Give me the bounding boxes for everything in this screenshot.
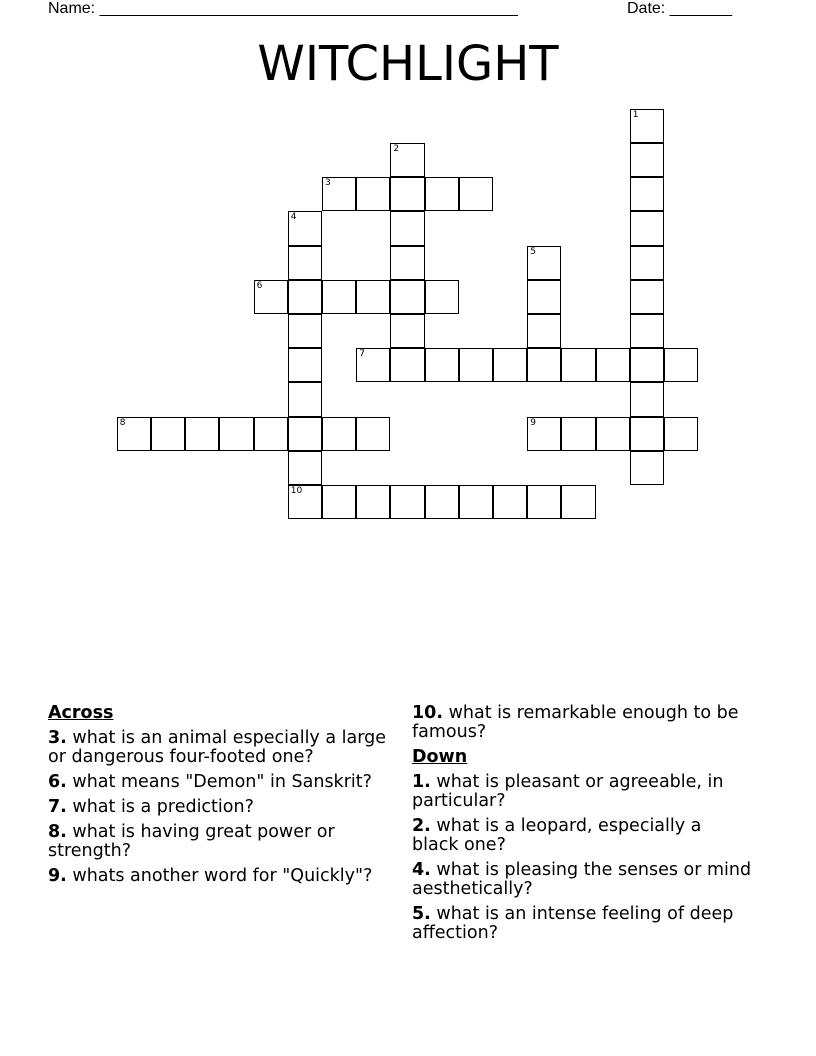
- grid-cell[interactable]: [493, 485, 527, 519]
- grid-cell[interactable]: [630, 109, 664, 143]
- clue-number: 4.: [412, 860, 431, 880]
- grid-cell[interactable]: [254, 417, 288, 451]
- grid-cell[interactable]: [561, 348, 595, 382]
- grid-cell[interactable]: [322, 417, 356, 451]
- cell-number: 10: [290, 486, 303, 496]
- grid-cell[interactable]: [288, 348, 322, 382]
- date-field-label[interactable]: Date: _______: [627, 0, 732, 17]
- grid-cell[interactable]: [561, 485, 595, 519]
- grid-cell[interactable]: [390, 348, 424, 382]
- clue-text: what means "Demon" in Sanskrit?: [66, 772, 372, 792]
- clue-down-5: [412, 905, 752, 943]
- grid-cell[interactable]: [527, 246, 561, 280]
- clue-number: 9.: [48, 866, 67, 886]
- grid-cell[interactable]: [527, 348, 561, 382]
- grid-cell[interactable]: [527, 280, 561, 314]
- clue-text: whats another word for "Quickly"?: [66, 866, 373, 886]
- grid-cell[interactable]: [390, 177, 424, 211]
- clue-number: 8.: [48, 822, 67, 842]
- grid-cell[interactable]: [459, 348, 493, 382]
- grid-cell[interactable]: [425, 177, 459, 211]
- cell-number: 5: [530, 246, 536, 257]
- grid-cell[interactable]: [288, 246, 322, 280]
- grid-cell[interactable]: [288, 211, 322, 245]
- grid-cell[interactable]: [356, 280, 390, 314]
- grid-cell[interactable]: [527, 485, 561, 519]
- grid-cell[interactable]: [664, 348, 698, 382]
- clue-text: what is an animal especially a large or dangerous four-footed one?: [48, 728, 386, 767]
- grid-cell[interactable]: [630, 143, 664, 177]
- clue-text: what is an intense feeling of deep affection?: [412, 904, 734, 943]
- cell-number: 4: [290, 212, 297, 223]
- puzzle-title: WITCHLIGHT: [257, 36, 559, 92]
- cell-number: 1: [632, 109, 639, 120]
- grid-cell[interactable]: [664, 417, 698, 451]
- grid-cell[interactable]: [527, 314, 561, 348]
- clue-across-7: [48, 798, 398, 817]
- grid-cell[interactable]: [288, 451, 322, 485]
- grid-cell[interactable]: [459, 485, 493, 519]
- grid-cell[interactable]: [527, 417, 561, 451]
- grid-cell[interactable]: [561, 417, 595, 451]
- cell-number: 6: [256, 280, 263, 291]
- grid-cell[interactable]: [288, 280, 322, 314]
- clue-across-10: [412, 704, 752, 742]
- cell-number: 8: [119, 417, 126, 428]
- clue-number: 3.: [48, 728, 67, 748]
- clue-text: what is remarkable enough to be famous?: [412, 703, 739, 742]
- grid-cell[interactable]: [390, 485, 424, 519]
- grid-cell[interactable]: [151, 417, 185, 451]
- clues-column-right: [412, 704, 752, 949]
- clues-column-left: [48, 704, 398, 892]
- grid-cell[interactable]: [425, 348, 459, 382]
- clue-across-9: [48, 867, 398, 886]
- grid-cell[interactable]: [288, 382, 322, 416]
- grid-cell[interactable]: [288, 314, 322, 348]
- grid-cell[interactable]: [630, 348, 664, 382]
- clue-down-2: [412, 817, 752, 855]
- grid-cell[interactable]: [117, 417, 151, 451]
- grid-cell[interactable]: [630, 211, 664, 245]
- clue-text: what is pleasant or agreeable, in particular?: [412, 772, 724, 811]
- clue-number: 10.: [412, 703, 444, 723]
- grid-cell[interactable]: [425, 485, 459, 519]
- grid-cell[interactable]: [630, 382, 664, 416]
- grid-cell[interactable]: [390, 314, 424, 348]
- grid-cell[interactable]: [425, 280, 459, 314]
- grid-cell[interactable]: [630, 280, 664, 314]
- clue-number: 6.: [48, 772, 67, 792]
- clue-across-8: [48, 823, 398, 861]
- grid-cell[interactable]: [322, 280, 356, 314]
- grid-cell[interactable]: [356, 177, 390, 211]
- cell-number: 3: [325, 178, 331, 189]
- grid-cell[interactable]: [390, 246, 424, 280]
- clue-number: 7.: [48, 797, 67, 817]
- cell-number: 2: [393, 144, 400, 154]
- clue-text: what is having great power or strength?: [48, 822, 335, 861]
- grid-cell[interactable]: [390, 143, 424, 177]
- grid-cell[interactable]: [630, 451, 664, 485]
- across-heading: Across: [48, 703, 114, 723]
- clue-number: 1.: [412, 772, 431, 792]
- grid-cell[interactable]: [356, 348, 390, 382]
- clue-across-6: [48, 773, 398, 792]
- clue-number: 2.: [412, 816, 431, 836]
- cell-number: 7: [359, 349, 365, 360]
- clue-number: 5.: [412, 904, 431, 924]
- grid-cell[interactable]: [288, 485, 322, 519]
- clue-text: what is pleasing the senses or mind aesthetically?: [412, 860, 752, 899]
- grid-cell[interactable]: [219, 417, 253, 451]
- grid-cell[interactable]: [630, 314, 664, 348]
- clue-text: what is a leopard, especially a black one?: [412, 816, 702, 855]
- clue-down-1: [412, 773, 752, 811]
- grid-cell[interactable]: [459, 177, 493, 211]
- grid-cell[interactable]: [596, 417, 630, 451]
- clue-text: what is a prediction?: [66, 797, 254, 817]
- grid-cell[interactable]: [185, 417, 219, 451]
- cell-number: 9: [530, 417, 536, 428]
- grid-cell[interactable]: [596, 348, 630, 382]
- grid-cell[interactable]: [322, 485, 356, 519]
- grid-cell[interactable]: [322, 177, 356, 211]
- grid-cell[interactable]: [288, 417, 322, 451]
- clue-across-3: [48, 729, 398, 767]
- grid-cell[interactable]: [493, 348, 527, 382]
- grid-cell[interactable]: [254, 280, 288, 314]
- grid-cell[interactable]: [630, 246, 664, 280]
- grid-cell[interactable]: [630, 417, 664, 451]
- grid-cell[interactable]: [630, 177, 664, 211]
- grid-cell[interactable]: [356, 417, 390, 451]
- grid-cell[interactable]: [390, 280, 424, 314]
- grid-cell[interactable]: [356, 485, 390, 519]
- clue-down-4: [412, 861, 752, 899]
- name-field-label[interactable]: Name: _______________________________________________: [48, 0, 518, 17]
- down-heading: Down: [412, 747, 468, 767]
- grid-cell[interactable]: [390, 211, 424, 245]
